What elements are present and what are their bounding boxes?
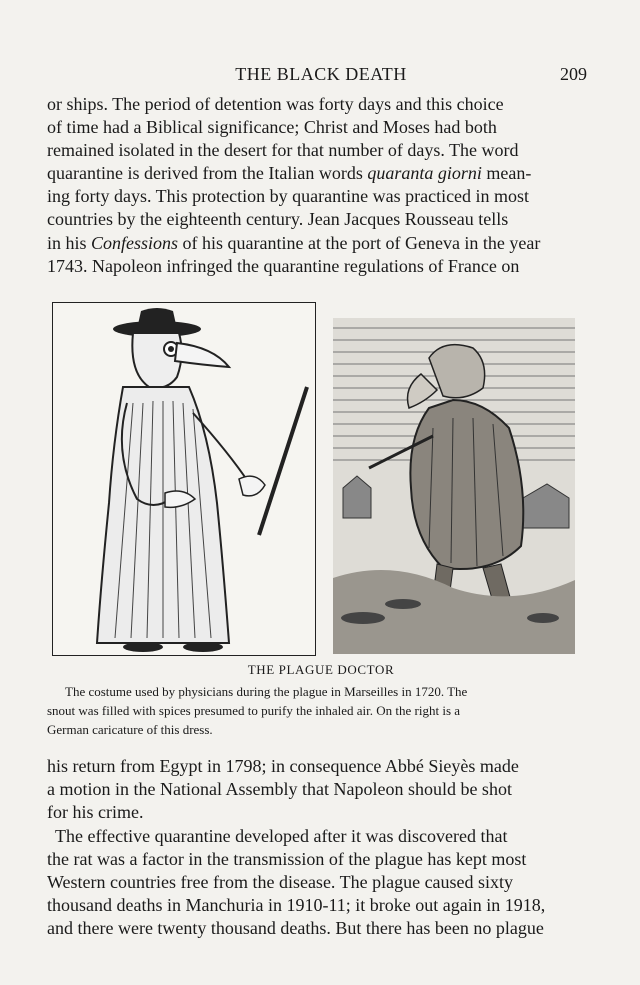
figure-caption-title: THE PLAGUE DOCTOR	[247, 662, 395, 677]
text-line: The effective quarantine developed after it was discovered that	[55, 826, 508, 846]
text-line	[47, 232, 588, 255]
text-run: in his	[47, 232, 92, 253]
book-title: Confessions	[91, 232, 179, 253]
plague-doctor-figure	[48, 300, 588, 660]
caption-line: snout was filled with spices presumed to purify the inhaled air. On the right is a	[47, 703, 461, 718]
text-line: 1743. Napoleon infringed the quarantine regulations of France on	[47, 255, 520, 276]
italic-phrase: quaranta giorni	[367, 163, 482, 184]
german-caricature-engraving	[333, 318, 575, 654]
text-line: remained isolated in the desert for that number of days. The word	[47, 140, 519, 161]
page-number: 209	[560, 64, 587, 84]
caption-line: The costume used by physicians during the plague in Marseilles in 1720. The	[65, 684, 468, 699]
text-line	[47, 162, 588, 185]
body-paragraph-1	[47, 93, 588, 278]
text-line: for his crime.	[47, 802, 144, 823]
text-line: or ships. The period of detention was forty days and this choice	[47, 94, 504, 114]
text-line: of time had a Biblical significance; Christ and Moses had both	[47, 117, 497, 138]
text-run: mean-	[481, 163, 532, 184]
figure-caption	[47, 682, 593, 739]
plague-doctor-engraving	[52, 302, 316, 656]
text-line: a motion in the National Assembly that Napoleon should be shot	[47, 779, 512, 800]
text-line: thousand deaths in Manchuria in 1910-11; it broke out again in 1918,	[47, 895, 546, 916]
text-line: Western countries free from the disease. The plague caused sixty	[47, 872, 514, 893]
text-run: quarantine is derived from the Italian words	[47, 163, 368, 184]
text-line: and there were twenty thousand deaths. But there has been no plague	[47, 918, 544, 939]
text-line: his return from Egypt in 1798; in consequence Abbé Sieyès made	[47, 756, 519, 776]
text-line: countries by the eighteenth century. Jean Jacques Rousseau tells	[47, 209, 509, 230]
text-line: ing forty days. This protection by quarantine was practiced in most	[47, 186, 530, 207]
plague-doctor-illustration	[53, 303, 315, 655]
page-header	[47, 64, 595, 88]
caption-line: German caricature of this dress.	[47, 722, 213, 737]
body-paragraph-2	[47, 755, 588, 824]
text-line: the rat was a factor in the transmission of the plague has kept most	[47, 849, 527, 870]
text-run: of his quarantine at the port of Geneva in the year	[178, 232, 541, 253]
caricature-illustration	[333, 318, 575, 654]
running-title: THE BLACK DEATH	[235, 64, 407, 84]
body-paragraph-3	[47, 825, 588, 940]
